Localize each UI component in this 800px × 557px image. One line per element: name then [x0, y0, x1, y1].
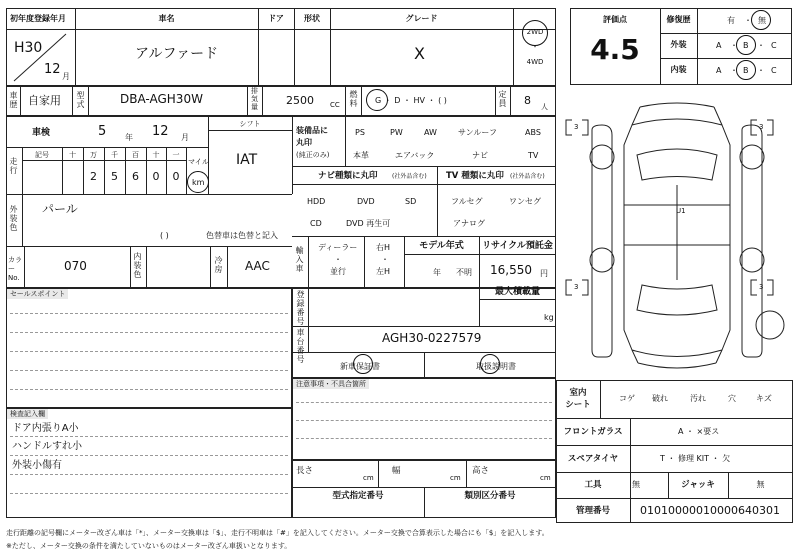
inspector-note-1: ドア内張りA小 — [12, 423, 79, 434]
ext-opt-dot2: ・ — [757, 41, 765, 50]
repair-no-circle — [751, 10, 771, 30]
diagram-corner-rr: 3 — [759, 283, 764, 291]
class-number-label: 類別区分番号 — [464, 491, 516, 501]
mileage-unit-km: km — [192, 178, 205, 187]
first-reg-year: H30 — [14, 40, 43, 56]
warranty-circle — [353, 354, 373, 374]
displacement-value: 2500 — [286, 94, 314, 107]
displacement-label: 排気量 — [251, 87, 258, 111]
shape-label: 形状 — [304, 14, 320, 23]
equip-ps: PS — [355, 128, 365, 137]
front-glass-label: フロントガラス — [563, 427, 623, 437]
repair-label: 修復歴 — [666, 15, 691, 24]
spare-tire-value: T ・ 修理 KIT ・ 欠 — [660, 454, 731, 463]
recycle-value: 16,550 — [490, 263, 532, 277]
notes-box — [292, 378, 556, 460]
manual-label: 取扱説明書 — [476, 362, 516, 371]
int-opt-dot2: ・ — [757, 66, 765, 75]
equip-tv: TV — [528, 151, 539, 160]
syareki-value: 自家用 — [28, 94, 61, 107]
import-label: 輸入車 — [295, 246, 304, 273]
jack-value: 無 — [756, 480, 765, 489]
mileage-digit-10: 0 — [172, 170, 180, 183]
type-number-label: 型式指定番号 — [332, 491, 384, 501]
nav-dvd: DVD — [357, 197, 375, 206]
mileage-unit-mile: マイル — [188, 158, 209, 166]
mileage-header-symbol: 記号 — [35, 151, 49, 159]
ext-opt-b: B — [743, 41, 749, 50]
sales-point-label: セールスポイント — [7, 289, 68, 299]
footer-note-2: ※ただし、メーター交換の条件を満たしていないものはメーター改ざん車扱いとなります。 — [6, 542, 292, 550]
length-label: 長さ — [296, 466, 314, 476]
nav-dvd-play: DVD 再生可 — [346, 219, 391, 228]
import-dot-2: ・ — [381, 255, 389, 264]
inspection-month-unit: 月 — [181, 133, 189, 142]
drive-dot: ・ — [531, 43, 539, 51]
inspection-label: 車検 — [32, 128, 51, 138]
equipment-label-3: (純正のみ) — [296, 151, 330, 159]
drive-4wd: 4WD — [526, 58, 544, 66]
equip-abs: ABS — [525, 128, 541, 137]
nav-title: ナビ種類に丸印 — [318, 171, 378, 181]
equipment-label-1: 装備品に — [296, 126, 328, 135]
jack-label: ジャッキ — [681, 480, 715, 490]
length-unit: cm — [363, 474, 374, 482]
exterior-color-value: パール — [42, 202, 78, 216]
capacity-unit: 人 — [541, 103, 548, 111]
import-dealer: ディーラー — [318, 243, 358, 252]
seat-dirt: 汚れ — [690, 394, 706, 403]
model-year-unit: 年 — [433, 268, 441, 277]
first-reg-label: 初年度登録年月 — [10, 14, 66, 23]
manual-circle — [480, 354, 500, 374]
mileage-digit-10k: 5 — [111, 170, 118, 183]
exterior-b-circle — [736, 35, 756, 55]
import-dot: ・ — [334, 255, 342, 264]
car-name-label: 車名 — [158, 14, 175, 23]
management-label: 管理番号 — [575, 506, 610, 516]
seat-scratch: キズ — [756, 394, 772, 403]
km-circle — [187, 171, 209, 193]
equip-leather: 本革 — [353, 151, 369, 160]
tv-title-note: (社外品含む) — [510, 173, 545, 180]
mileage-header-10k: 万 — [90, 151, 97, 159]
tools-value: 無 — [632, 480, 640, 489]
recycle-label: リサイクル預託金 — [482, 241, 553, 251]
exterior-color-paren: ( ) — [160, 231, 169, 240]
inspection-month: 12 — [152, 124, 169, 139]
seat-tear: 破れ — [652, 394, 668, 403]
width-label: 幅 — [392, 466, 401, 476]
exterior-grade-label: 外装 — [670, 40, 687, 49]
equip-sunroof: サンルーフ — [458, 128, 497, 137]
diagram-corner-fr: 3 — [759, 123, 764, 131]
grade-label: グレード — [405, 14, 438, 23]
tv-title: TV 種類に丸印 — [446, 171, 504, 181]
exterior-color-note: 色替車は色替と記入 — [206, 231, 278, 240]
first-reg-month-unit: 月 — [62, 72, 70, 81]
equip-pw: PW — [390, 128, 403, 137]
score-label: 評価点 — [603, 15, 627, 24]
inspector-label: 検査記入欄 — [7, 409, 48, 419]
tv-analog: アナログ — [453, 219, 485, 228]
capacity-value: 8 — [524, 94, 531, 107]
notes-label: 注意事項・不具合箇所 — [293, 379, 369, 389]
recycle-unit: 円 — [540, 269, 548, 278]
ext-opt-c: C — [771, 41, 777, 50]
mileage-header-100: 百 — [132, 151, 139, 159]
int-opt-c: C — [771, 66, 777, 75]
grade-value: X — [414, 44, 425, 63]
ac-label: 冷房 — [214, 256, 223, 274]
equip-navi: ナビ — [472, 151, 488, 160]
sales-point-box — [6, 288, 292, 408]
displacement-unit: CC — [330, 101, 340, 109]
fuel-label: 燃料 — [349, 90, 358, 108]
mileage-header-10: 十 — [152, 151, 160, 159]
ac-value: AAC — [245, 259, 270, 273]
inspection-year-unit: 年 — [125, 133, 133, 142]
interior-seat-label-2: シート — [565, 400, 591, 410]
tv-fullseg: フルセグ — [451, 197, 483, 206]
max-load-unit: kg — [544, 313, 554, 322]
chassis-value: AGH30-0227579 — [382, 331, 482, 345]
model-year-value: 不明 — [456, 268, 472, 277]
nav-title-note: (社外品含む) — [392, 173, 427, 180]
door-label: ドア — [268, 14, 284, 23]
int-opt-a: A — [716, 66, 722, 75]
fuel-options: G ・ D ・ HV ・ ( ) — [375, 96, 447, 105]
front-glass-value: A ・ ×要ス — [678, 427, 720, 436]
seat-scorch: コゲ — [619, 394, 635, 403]
repair-opt-yes: 有 — [727, 16, 735, 25]
exterior-color-label: 外装色 — [9, 205, 18, 232]
diagram-corner-rl: 3 — [574, 283, 579, 291]
spare-tire-label: スペアタイヤ — [567, 454, 619, 464]
equip-aw: AW — [424, 128, 437, 137]
model-year-label: モデル年式 — [419, 241, 464, 251]
interior-seat-label-1: 室内 — [569, 388, 587, 398]
ext-opt-dot1: ・ — [730, 41, 738, 50]
nav-hdd: HDD — [307, 197, 326, 206]
mileage-header-100k: 十 — [69, 151, 76, 159]
syareki-label: 車歴 — [9, 91, 18, 109]
mileage-digit-100: 0 — [152, 170, 160, 183]
score-value: 4.5 — [590, 33, 640, 66]
color-no-value: 070 — [64, 259, 87, 273]
shift-label: シフト — [239, 120, 261, 128]
mileage-label: 走行 — [9, 157, 18, 175]
interior-color-label: 内装色 — [133, 252, 142, 279]
shift-value: IAT — [236, 152, 258, 168]
ext-opt-a: A — [716, 41, 722, 50]
inspection-year: 5 — [98, 124, 107, 139]
inspector-note-3: 外装小傷有 — [12, 460, 62, 471]
car-name-value: アルファード — [135, 46, 219, 62]
fuel-gas-circle — [366, 89, 388, 111]
drive-2wd: 2WD — [526, 28, 544, 36]
footer-note-1: 走行距離の記号欄にメーター改ざん車は「*」、メーター交換車は「$」、走行不明車は「#」を記入してください。メーター交換で合算表示した場合にも「$」を記入します。 — [6, 529, 549, 537]
mileage-digit-100k: 2 — [90, 170, 97, 183]
equip-airbag: エアバック — [395, 151, 435, 160]
import-lh: 左H — [376, 267, 391, 276]
height-label: 高さ — [472, 466, 490, 476]
inspector-note-2: ハンドルすれ小 — [12, 441, 82, 452]
nav-sd: SD — [405, 197, 417, 206]
registration-label: 登録番号 — [296, 290, 305, 326]
color-no-label: カラーNo. — [8, 256, 22, 282]
model-value: DBA-AGH30W — [120, 92, 203, 106]
capacity-label: 定員 — [498, 90, 507, 108]
repair-opt-dot: ・ — [744, 16, 752, 25]
equipment-label-2: 丸印 — [296, 138, 312, 147]
interior-b-circle — [736, 60, 756, 80]
management-value: 01010000010000640301 — [640, 504, 780, 517]
tools-label: 工具 — [584, 480, 602, 490]
model-label: 型式 — [76, 91, 85, 109]
int-opt-b: B — [743, 66, 749, 75]
chassis-label: 車台番号 — [296, 328, 305, 364]
diagram-corner-fl: 3 — [574, 123, 579, 131]
height-unit: cm — [540, 474, 551, 482]
mileage-digit-1k: 6 — [132, 170, 139, 183]
width-unit: cm — [450, 474, 461, 482]
max-load-label: 最大積載量 — [494, 287, 540, 297]
car-damage-diagram — [562, 95, 797, 380]
repair-opt-no: 無 — [758, 16, 766, 25]
import-rh: 右H — [376, 243, 391, 252]
seat-hole: 穴 — [728, 394, 736, 403]
warranty-label: 新車保証書 — [340, 362, 380, 371]
interior-grade-label: 内装 — [670, 65, 687, 74]
mileage-header-1k: 千 — [111, 151, 118, 159]
int-opt-dot1: ・ — [730, 66, 738, 75]
import-parallel: 並行 — [330, 267, 346, 276]
nav-cd: CD — [310, 219, 322, 228]
tv-oneseg: ワンセグ — [509, 197, 541, 206]
mileage-header-1: 一 — [172, 151, 180, 159]
diagram-center-label: U1 — [676, 207, 686, 215]
first-reg-month: 12 — [44, 62, 61, 77]
